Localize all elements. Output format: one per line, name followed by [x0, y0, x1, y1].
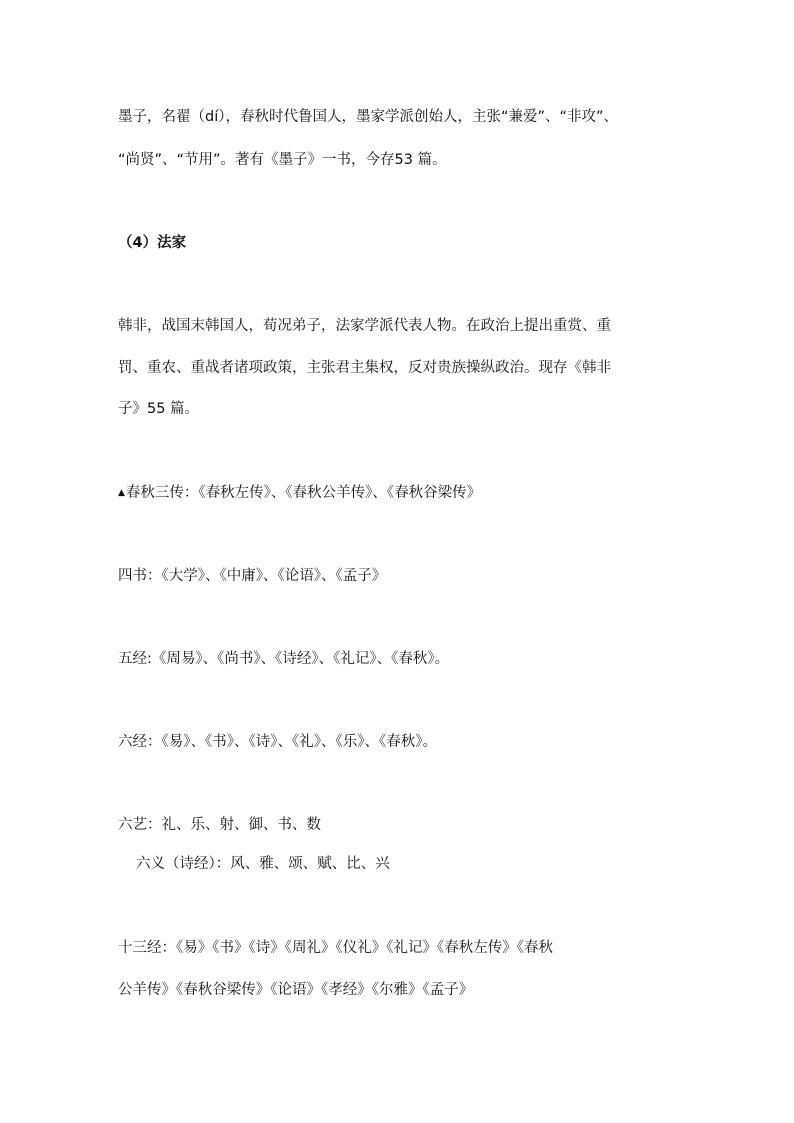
sishu-line: 四书：《大学》、《中庸》、《论语》、《孟子》	[118, 568, 387, 584]
shisanjing-line-2: 公羊传》《春秋谷梁传》《论语》《孝经》《尔雅》《孟子》	[118, 982, 474, 998]
mozi-line-1: 墨子，名翟（dí），春秋时代鲁国人，墨家学派创始人，主张“兼爱”、“非攻”、	[118, 109, 619, 125]
triangle-bullet-icon: ▲	[118, 488, 125, 498]
shisanjing-line-1: 十三经：《易》《书》《诗》《周礼》《仪礼》《礼记》《春秋左传》《春秋	[118, 940, 553, 956]
liuyi-line: 六艺：礼、乐、射、御、书、数	[118, 817, 321, 833]
liujing-line: 六经：《易》、《书》、《诗》、《礼》、《乐》、《春秋》。	[118, 734, 437, 750]
hanfei-line-2: 罚、重农、重战者诸项政策，主张君主集权，反对贵族操纵政治。现存《韩非	[118, 360, 611, 376]
mozi-line-2: “尚贤”、“节用”。著有《墨子》一书，今存53 篇。	[118, 152, 447, 168]
hanfei-line-3: 子》55 篇。	[118, 401, 200, 417]
liuyi-shijing-line: 六义（诗经）：风、雅、颂、赋、比、兴	[136, 856, 390, 872]
chunqiu-sanzhuan-line	[118, 483, 481, 503]
chunqiu-sanzhuan-text: 春秋三传：《春秋左传》、《春秋公羊传》、《春秋谷梁传》	[125, 485, 482, 501]
section-heading-fajia: （4）法家	[118, 235, 187, 251]
wujing-line: 五经:《周易》、《尚书》、《诗经》、《礼记》、《春秋》。	[118, 651, 450, 667]
hanfei-line-1: 韩非，战国末韩国人，荀况弟子，法家学派代表人物。在政治上提出重赏、重	[118, 318, 611, 334]
